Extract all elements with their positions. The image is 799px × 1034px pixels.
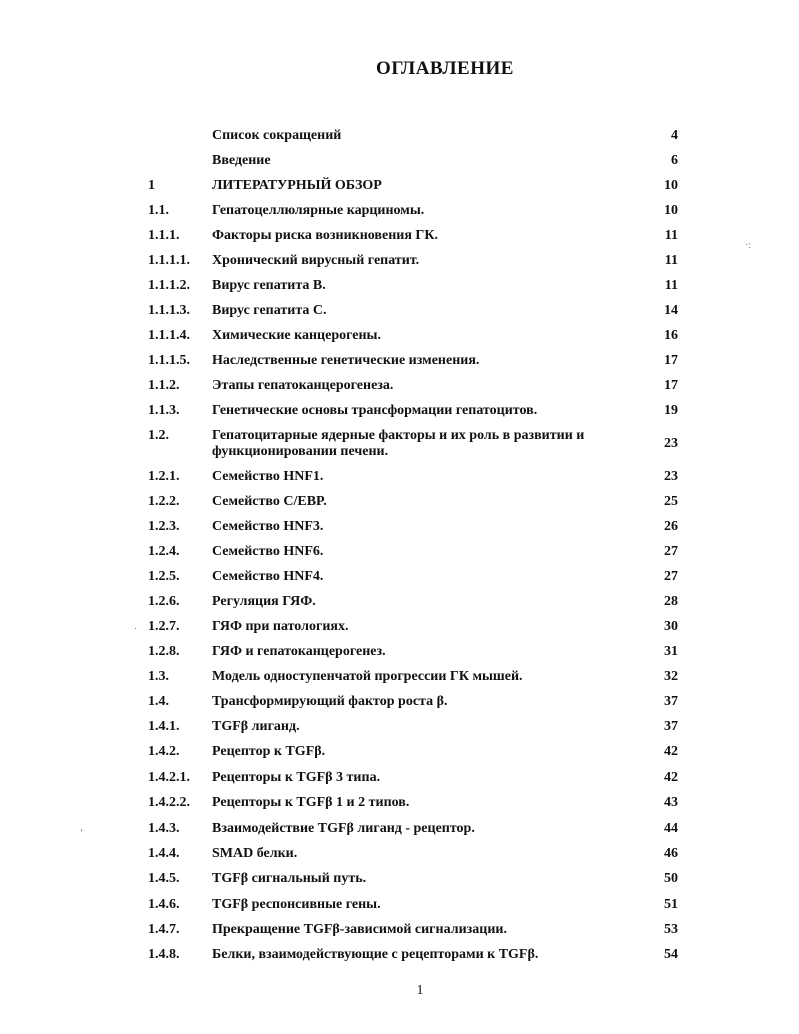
toc-entry-title: Регуляция ГЯФ. <box>212 594 316 609</box>
toc-entry-page: 42 <box>664 770 678 785</box>
toc-entry-title: Список сокращений <box>212 128 342 143</box>
toc-entry-number: 1.4.5. <box>148 871 180 886</box>
toc-entry-number: 1.4.2. <box>148 744 180 759</box>
toc-entry-title: Семейство HNF4. <box>212 569 324 584</box>
toc-entry-page: 6 <box>671 153 678 168</box>
toc-entry-number: 1.2.4. <box>148 544 180 559</box>
toc-entry-number: 1.1.1. <box>148 228 180 243</box>
toc-entry-number: 1.4.4. <box>148 846 180 861</box>
toc-entry-title: Семейство HNF6. <box>212 544 324 559</box>
toc-entry-number: 1.1.1.4. <box>148 328 190 343</box>
toc-entry-number: 1.2.1. <box>148 469 180 484</box>
toc-entry-page: 27 <box>664 544 678 559</box>
toc-entry-number: 1.4.7. <box>148 922 180 937</box>
toc-entry-title: Химические канцерогены. <box>212 328 381 343</box>
toc-entry-number: 1.2.7. <box>148 619 180 634</box>
toc-entry-title: Рецепторы к TGFβ 1 и 2 типов. <box>212 795 410 810</box>
toc-entry-number: 1.1. <box>148 203 169 218</box>
toc-entry-title: Вирус гепатита В. <box>212 278 326 293</box>
toc-entry-page: 23 <box>664 469 678 484</box>
toc-entry-number: 1.1.2. <box>148 378 180 393</box>
toc-entry-page: 4 <box>671 128 678 143</box>
toc-entry-page: 11 <box>664 253 678 268</box>
scan-speck: · <box>134 624 138 635</box>
toc-entry-page: 51 <box>664 897 678 912</box>
toc-entry-page: 37 <box>664 719 678 734</box>
toc-entry-number: 1.1.1.5. <box>148 353 190 368</box>
toc-entry-number: 1.4.2.1. <box>148 770 190 785</box>
scan-speck: ʻ <box>80 828 84 839</box>
toc-entry-page: 11 <box>664 278 678 293</box>
toc-entry-page: 26 <box>664 519 678 534</box>
toc-entry-page: 31 <box>664 644 678 659</box>
toc-entry-number: 1.1.1.3. <box>148 303 190 318</box>
toc-entry-title: ГЯФ при патологиях. <box>212 619 349 634</box>
toc-entry-page: 37 <box>664 694 678 709</box>
toc-entry-page: 27 <box>664 569 678 584</box>
page-number: 1 <box>416 983 424 998</box>
toc-entry-page: 44 <box>664 821 678 836</box>
toc-entry-title: Гепатоцеллюлярные карциномы. <box>212 203 425 218</box>
toc-entry-page: 10 <box>664 203 678 218</box>
toc-entry-title: Взаимодействие TGFβ лиганд - рецептор. <box>212 821 475 836</box>
toc-entry-title: ЛИТЕРАТУРНЫЙ ОБЗОР <box>212 178 382 193</box>
toc-entry-number: 1.4.3. <box>148 821 180 836</box>
toc-entry-number: 1 <box>148 178 155 193</box>
toc-entry-title: Факторы риска возникновения ГК. <box>212 228 438 243</box>
toc-entry-title: Гепатоцитарные ядерные факторы и их роль в развитии и функционировании печени. <box>212 428 585 459</box>
toc-entry-page: 53 <box>664 922 678 937</box>
toc-entry-page: 10 <box>664 178 678 193</box>
toc-entry-title: TGFβ лиганд. <box>212 719 300 734</box>
toc-entry-page: 17 <box>664 353 678 368</box>
toc-entry-title: ГЯФ и гепатоканцерогенез. <box>212 644 386 659</box>
toc-entry-page: 11 <box>664 228 678 243</box>
toc-entry-number: 1.4.2.2. <box>148 795 190 810</box>
toc-entry-number: 1.2.3. <box>148 519 180 534</box>
toc-entry-page: 32 <box>664 669 678 684</box>
toc-entry-number: 1.4.6. <box>148 897 180 912</box>
toc-entry-page: 30 <box>664 619 678 634</box>
toc-entry-page: 54 <box>664 947 678 962</box>
toc-entry-title: TGFβ сигнальный путь. <box>212 871 367 886</box>
toc-entry-page: 19 <box>664 403 678 418</box>
toc-entry-number: 1.4. <box>148 694 169 709</box>
toc-entry-page: 23 <box>664 436 678 451</box>
toc-entry-title: TGFβ респонсивные гены. <box>212 897 381 912</box>
toc-entry-title: SMAD белки. <box>212 846 298 861</box>
toc-entry-number: 1.2.8. <box>148 644 180 659</box>
toc-entry-title: Белки, взаимодействующие с рецепторами к TGFβ. <box>212 947 539 962</box>
toc-entry-number: 1.2. <box>148 428 169 443</box>
toc-entry-page: 42 <box>664 744 678 759</box>
toc-entry-title: Этапы гепатоканцерогенеза. <box>212 378 394 393</box>
toc-entry-number: 1.4.1. <box>148 719 180 734</box>
toc-entry-page: 46 <box>664 846 678 861</box>
toc-entry-title: Введение <box>212 153 271 168</box>
toc-entry-number: 1.1.1.2. <box>148 278 190 293</box>
toc-entry-title: Генетические основы трансформации гепатоцитов. <box>212 403 538 418</box>
toc-entry-title: Семейство HNF3. <box>212 519 324 534</box>
toc-entry-page: 50 <box>664 871 678 886</box>
toc-entry-title: Модель одноступенчатой прогрессии ГК мышей. <box>212 669 523 684</box>
toc-entry-number: 1.1.3. <box>148 403 180 418</box>
toc-entry-page: 28 <box>664 594 678 609</box>
toc-entry-title: Вирус гепатита С. <box>212 303 327 318</box>
toc-entry-title: Трансформирующий фактор роста β. <box>212 694 448 709</box>
toc-entry-page: 17 <box>664 378 678 393</box>
scan-speck: ·: <box>745 240 752 251</box>
page-title: ОГЛАВЛЕНИЕ <box>376 58 514 79</box>
toc-entry-title: Рецептор к TGFβ. <box>212 744 326 759</box>
toc-entry-page: 16 <box>664 328 678 343</box>
toc-entry-page: 25 <box>664 494 678 509</box>
toc-entry-title: Прекращение TGFβ-зависимой сигнализации. <box>212 922 507 937</box>
toc-entry-title: Рецепторы к TGFβ 3 типа. <box>212 770 381 785</box>
toc-entry-title: Семейство HNF1. <box>212 469 324 484</box>
toc-entry-number: 1.4.8. <box>148 947 180 962</box>
toc-entry-title: Хронический вирусный гепатит. <box>212 253 420 268</box>
toc-entry-number: 1.2.6. <box>148 594 180 609</box>
toc-entry-title: Семейство C/EBP. <box>212 494 327 509</box>
toc-entry-page: 43 <box>664 795 678 810</box>
toc-entry-page: 14 <box>664 303 678 318</box>
toc-entry-number: 1.2.2. <box>148 494 180 509</box>
toc-entry-number: 1.3. <box>148 669 169 684</box>
toc-entry-title: Наследственные генетические изменения. <box>212 353 480 368</box>
toc-entry-number: 1.2.5. <box>148 569 180 584</box>
toc-entry-number: 1.1.1.1. <box>148 253 190 268</box>
